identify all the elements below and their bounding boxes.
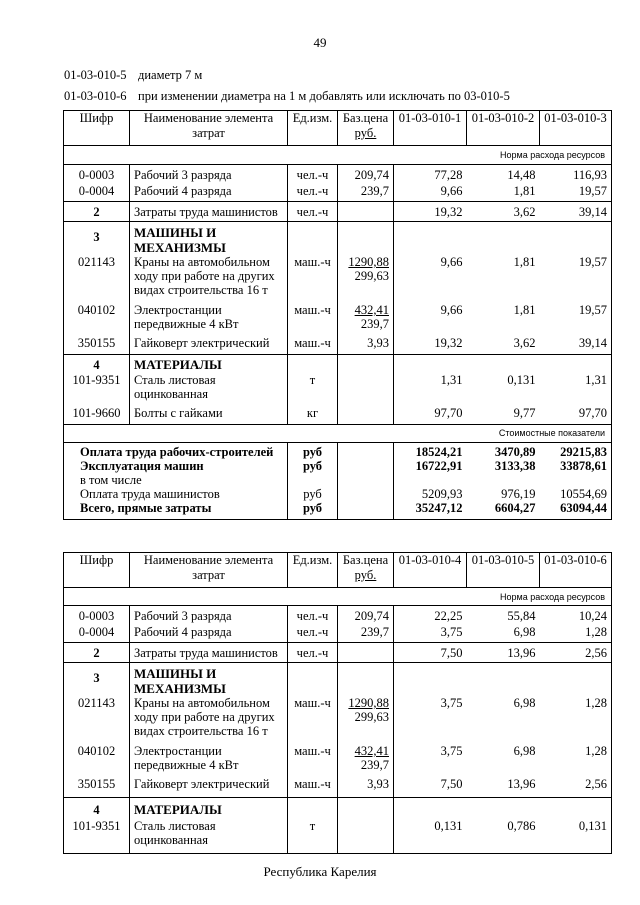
header-col: 01-03-010-6	[540, 553, 612, 588]
section-header-machines: 3 МАШИНЫ И МЕХАНИЗМЫ	[64, 222, 612, 256]
summary-row: Оплата труда машинистов руб 5209,93 976,19 10554,69	[64, 487, 612, 501]
header-unit: Ед.изм.	[288, 111, 338, 146]
table-row: 040102 Электростанции передвижные 4 кВт маш.-ч 432,41 239,7 3,75 6,98 1,28	[64, 744, 612, 777]
summary-row: Оплата труда рабочих-строителей руб 18524,21 3470,89 29215,83	[64, 442, 612, 459]
header-price: Баз.цена руб.	[338, 553, 394, 588]
note-code: 01-03-010-5	[64, 68, 127, 82]
section-header-materials: 4 МАТЕРИАЛЫ	[64, 354, 612, 373]
note-text: при изменении диаметра на 1 м добавлять или исключать по 03-010-5	[138, 89, 510, 103]
table-row: 0-0004 Рабочий 4 разряда чел.-ч 239,7 3,75 6,98 1,28	[64, 625, 612, 643]
norm-label-row	[64, 588, 612, 606]
norm-label: Норма расхода ресурсов	[64, 146, 612, 165]
header-col: 01-03-010-4	[394, 553, 467, 588]
resource-table-1	[63, 110, 612, 520]
header-name: Наименование элемента затрат	[130, 111, 288, 146]
table-row: 0-0004 Рабочий 4 разряда чел.-ч 239,7 9,66 1,81 19,57	[64, 184, 612, 202]
table-row: 101-9351 Сталь листовая оцинкованная т 0,131 0,786 0,131	[64, 819, 612, 853]
resource-table-2	[63, 552, 612, 854]
summary-row: Эксплуатация машин руб 16722,91 3133,38 33878,61	[64, 459, 612, 473]
header-col: 01-03-010-1	[394, 111, 467, 146]
table-header-row	[64, 553, 612, 588]
table-row: 2 Затраты труда машинистов чел.-ч 19,32 3,62 39,14	[64, 202, 612, 222]
header-code: Шифр	[64, 553, 130, 588]
norm-label-row	[64, 146, 612, 165]
section-header-materials: 4 МАТЕРИАЛЫ	[64, 797, 612, 819]
table-row: 350155 Гайковерт электрический маш.-ч 3,93 19,32 3,62 39,14	[64, 336, 612, 354]
page-number: 49	[313, 35, 327, 50]
header-col: 01-03-010-3	[540, 111, 612, 146]
table-row: 0-0003 Рабочий 3 разряда чел.-ч 209,74 77,28 14,48 116,93	[64, 165, 612, 184]
header-price: Баз.цена руб.	[338, 111, 394, 146]
note-line	[64, 68, 202, 83]
table-row: 021143 Краны на автомобильном ходу при работе на других видах строительства 16 т маш.-ч 1290,88 299,63 3,75 6,98 1,28	[64, 696, 612, 744]
table-row: 0-0003 Рабочий 3 разряда чел.-ч 209,74 22,25 55,84 10,24	[64, 606, 612, 625]
note-line	[64, 89, 510, 104]
table-row: 2 Затраты труда машинистов чел.-ч 7,50 13,96 2,56	[64, 643, 612, 663]
note-text: диаметр 7 м	[138, 68, 203, 82]
summary-row: Всего, прямые затраты руб 35247,12 6604,27 63094,44	[64, 501, 612, 520]
page-footer: Республика Карелия	[263, 864, 377, 879]
section-header-machines: 3 МАШИНЫ И МЕХАНИЗМЫ	[64, 663, 612, 697]
header-col: 01-03-010-5	[467, 553, 540, 588]
cost-label: Стоимостные показатели	[64, 424, 612, 442]
note-code: 01-03-010-6	[64, 89, 127, 103]
table-row: 040102 Электростанции передвижные 4 кВт маш.-ч 432,41 239,7 9,66 1,81 19,57	[64, 303, 612, 336]
header-code: Шифр	[64, 111, 130, 146]
table-header-row	[64, 111, 612, 146]
header-unit: Ед.изм.	[288, 553, 338, 588]
header-name: Наименование элемента затрат	[130, 553, 288, 588]
header-col: 01-03-010-2	[467, 111, 540, 146]
table-row: 101-9660 Болты с гайками кг 97,70 9,77 97,70	[64, 406, 612, 424]
table-row: 101-9351 Сталь листовая оцинкованная т 1,31 0,131 1,31	[64, 373, 612, 406]
norm-label: Норма расхода ресурсов	[64, 588, 612, 606]
table-row: 350155 Гайковерт электрический маш.-ч 3,93 7,50 13,96 2,56	[64, 777, 612, 797]
cost-label-row	[64, 424, 612, 442]
summary-row: в том числе	[64, 473, 612, 487]
table-row: 021143 Краны на автомобильном ходу при работе на других видах строительства 16 т маш.-ч 1290,88 299,63 9,66 1,81 19,57	[64, 255, 612, 303]
